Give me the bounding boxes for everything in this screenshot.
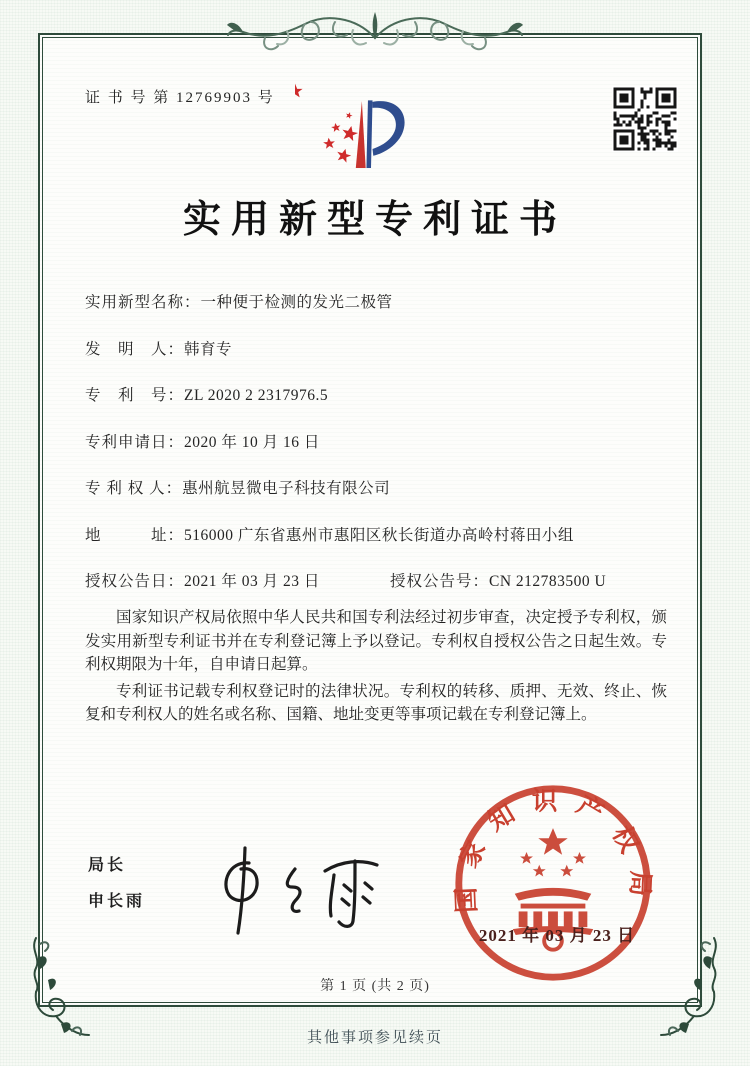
certificate-number: 证 书 号 第 12769903 号 (85, 90, 275, 106)
field-row-filing-date (85, 430, 685, 452)
director-title: 局长 (88, 857, 127, 874)
official-seal (450, 780, 656, 986)
grant-date-value: 2021 年 03 月 23 日 (184, 573, 320, 590)
director-name: 申长雨 (88, 893, 146, 910)
field-label: 专利申请日： (85, 434, 185, 451)
director-signature-icon (205, 843, 395, 938)
continuation-note: 其他事项参见续页 (306, 1030, 443, 1046)
field-label: 地 址： (85, 527, 185, 544)
top-scroll-ornament (225, 8, 525, 62)
field-row-address (85, 523, 685, 545)
field-value: 516000 广东省惠州市惠阳区秋长街道办高岭村蒋田小组 (184, 527, 574, 544)
field-value: 2020 年 10 月 16 日 (184, 434, 320, 451)
legal-text-block (85, 606, 667, 730)
field-value: 韩育专 (184, 341, 233, 358)
seal-date: 2021 年 03 月 23 日 (478, 926, 636, 945)
page-number: 第 1 页 (共 2 页) (320, 979, 430, 994)
certificate-title: 实用新型专利证书 (182, 199, 567, 241)
legal-paragraph-1: 国家知识产权局依照中华人民共和国专利法经过初步审查，决定授予专利权，颁发实用新型专利证书并在专利登记簿上予以登记。专利权自授权公告之日起生效。专利权期限为十年，自申请日起算。 (85, 609, 667, 673)
field-row-name (85, 290, 685, 312)
field-row-grant (85, 569, 685, 591)
director-block (88, 852, 145, 924)
cnipa-logo-icon (295, 80, 447, 186)
qr-code (612, 86, 678, 152)
field-label: 专 利 权 人： (85, 480, 183, 497)
field-row-patent-number (85, 383, 685, 405)
grant-number-value: CN 212783500 U (489, 573, 607, 590)
field-label: 发 明 人： (85, 341, 185, 358)
seal-org-text: 国家知识产权局 (450, 786, 656, 914)
field-value: 一种便于检测的发光二极管 (200, 294, 393, 311)
field-label: 实用新型名称： (85, 294, 201, 311)
field-value: ZL 2020 2 2317976.5 (184, 387, 329, 404)
field-row-inventor (85, 337, 685, 359)
field-label: 专 利 号： (85, 387, 185, 404)
field-value: 惠州航昱微电子科技有限公司 (182, 480, 391, 497)
field-row-patentee (85, 476, 685, 498)
grant-date-label: 授权公告日： (85, 573, 185, 590)
grant-number-label: 授权公告号： (390, 573, 490, 590)
legal-paragraph-2: 专利证书记载专利权登记时的法律状况。专利权的转移、质押、无效、终止、恢复和专利权人的姓名或名称、国籍、地址变更等事项记载在专利登记簿上。 (85, 682, 667, 723)
